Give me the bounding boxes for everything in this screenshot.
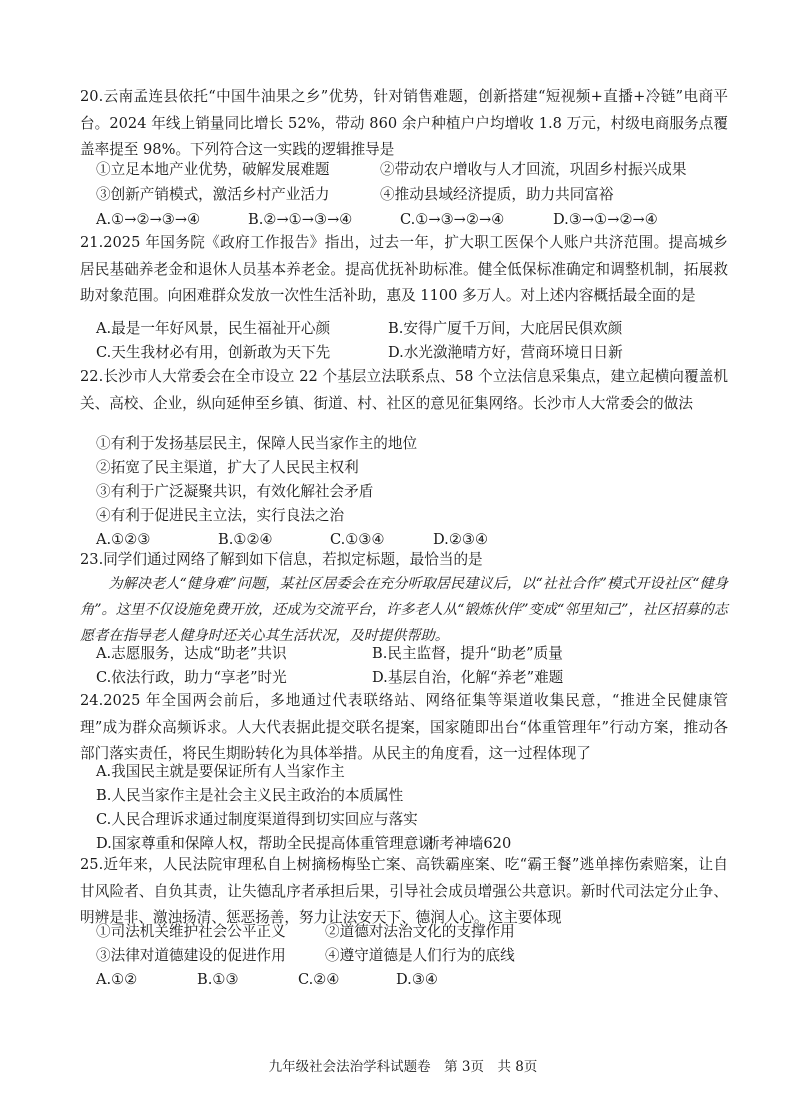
q23-option-c: C.依法行政，助力“享老”时光 (96, 669, 287, 686)
q23-option-d: D.基层自治，化解“养老”难题 (372, 669, 564, 686)
q22-item-4: ④有利于促进民主立法，实行良法之治 (96, 507, 345, 524)
q24-option-b: B.人民当家作主是社会主义民主政治的本质属性 (96, 787, 404, 804)
q24-option-c: C.人民合理诉求通过制度渠道得到切实回应与落实 (96, 811, 418, 828)
watermark-text: 浙考神墙620 (425, 835, 512, 852)
q22-option-d: D.②③④ (433, 531, 489, 548)
q21-option-a: A.最是一年好风景，民生福祉开心颜 (96, 320, 331, 337)
q25-item-2: ②道德对法治文化的支撑作用 (325, 923, 515, 940)
q22-option-c: C.①③④ (330, 531, 385, 548)
question-21-stem: 21.2025 年国务院《政府工作报告》指出，过去一年，扩大职工医保个人账户共济范围。提高城乡居民基础养老金和退休人员基本养老金。提高优抚补助标准。健全低保标准确定和调整机制，拓展救助对象范围。向困难群众发放一次性生活补助，惠及 1100 多万人。对上述内容概括最全面的是 (80, 234, 728, 304)
q25-option-b: B.①③ (197, 971, 239, 988)
page-footer: 九年级社会法治学科试题卷 第 3页 共 8页 (268, 1059, 538, 1075)
question-22-stem: 22.长沙市人大常委会在全市设立 22 个基层立法联系点、58 个立法信息采集点，建立起横向覆盖机关、高校、企业，纵向延伸至乡镇、街道、村、社区的意见征集网络。长沙市人大常委会的做法 (80, 368, 728, 412)
q20-item-4: ④推动县域经济提质，助力共同富裕 (380, 186, 614, 203)
q25-item-3: ③法律对道德建设的促进作用 (96, 947, 286, 964)
q20-item-1: ①立足本地产业优势，破解发展难题 (96, 161, 330, 178)
q20-item-2: ②带动农户增收与人才回流，巩固乡村振兴成果 (380, 161, 687, 178)
q25-item-1: ①司法机关维护社会公平正义 (96, 923, 286, 940)
q25-option-d: D.③④ (396, 971, 438, 988)
q25-option-c: C.②④ (298, 971, 340, 988)
question-20-stem: 20.云南孟连县依托“中国牛油果之乡”优势，针对销售难题，创新搭建“短视频+直播+冷链”电商平台。2024 年线上销量同比增长 52%，带动 860 余户种植户户均增收 1.8 万元，村级电商服务点覆盖率提至 98%。下列符合这一实践的逻辑推导是 (80, 88, 728, 158)
q22-option-b: B.①②④ (218, 531, 273, 548)
q25-option-a: A.①② (96, 971, 138, 988)
q20-option-a: A.①→②→③→④ (96, 211, 201, 228)
q22-item-2: ②拓宽了民主渠道，扩大了人民民主权利 (96, 459, 359, 476)
q24-option-d: D.国家尊重和保障人权，帮助全民提高体重管理意识 (96, 835, 433, 852)
q21-option-d: D.水光潋滟晴方好，营商环境日日新 (388, 344, 623, 361)
question-25-stem: 25.近年来，人民法院审理私自上树摘杨梅坠亡案、高铁霸座案、吃“霸王餐”逃单摔伤索赔案，让自甘风险者、自负其责，让失德乱序者承担后果，引导社会成员增强公共意识。新时代司法定分止争、明辨是非、激浊扬清、惩恶扬善，努力让法安天下、德润人心。这主要体现 (80, 856, 728, 926)
q20-option-b: B.②→①→③→④ (248, 211, 353, 228)
q23-option-a: A.志愿服务，达成“助老”共识 (96, 645, 287, 662)
q20-option-d: D.③→①→②→④ (553, 211, 658, 228)
q22-option-a: A.①②③ (96, 531, 151, 548)
q22-item-1: ①有利于发扬基层民主，保障人民当家作主的地位 (96, 435, 418, 452)
q20-option-c: C.①→③→②→④ (400, 211, 505, 228)
q23-option-b: B.民主监督，提升“助老”质量 (372, 645, 563, 662)
q25-item-4: ④遵守道德是人们行为的底线 (325, 947, 515, 964)
question-24-stem: 24.2025 年全国两会前后，多地通过代表联络站、网络征集等渠道收集民意，“推进全民健康管理”成为群众高频诉求。人大代表据此提交联名提案，国家随即出台“体重管理年”行动方案，推动各部门落实责任，将民生期盼转化为具体举措。从民主的角度看，这一过程体现了 (80, 692, 728, 762)
q22-item-3: ③有利于广泛凝聚共识，有效化解社会矛盾 (96, 483, 374, 500)
q21-option-c: C.天生我材必有用，创新敢为天下先 (96, 344, 331, 361)
q23-material: 为解决老人“健身难”问题，某社区居委会在充分听取居民建议后，以“社社合作”模式开设社区“健身角”。这里不仅设施免费开放，还成为交流平台，许多老人从“锻炼伙伴”变成“邻里知己”，社区招募的志愿者在指导老人健身时还关心其生活状况，及时提供帮助。 (80, 576, 728, 644)
question-23-stem: 23.同学们通过网络了解到如下信息，若拟定标题，最恰当的是 (80, 551, 483, 568)
q20-item-3: ③创新产销模式，激活乡村产业活力 (96, 186, 330, 203)
q21-option-b: B.安得广厦千万间，大庇居民俱欢颜 (388, 320, 623, 337)
q24-option-a: A.我国民主就是要保证所有人当家作主 (96, 763, 345, 780)
